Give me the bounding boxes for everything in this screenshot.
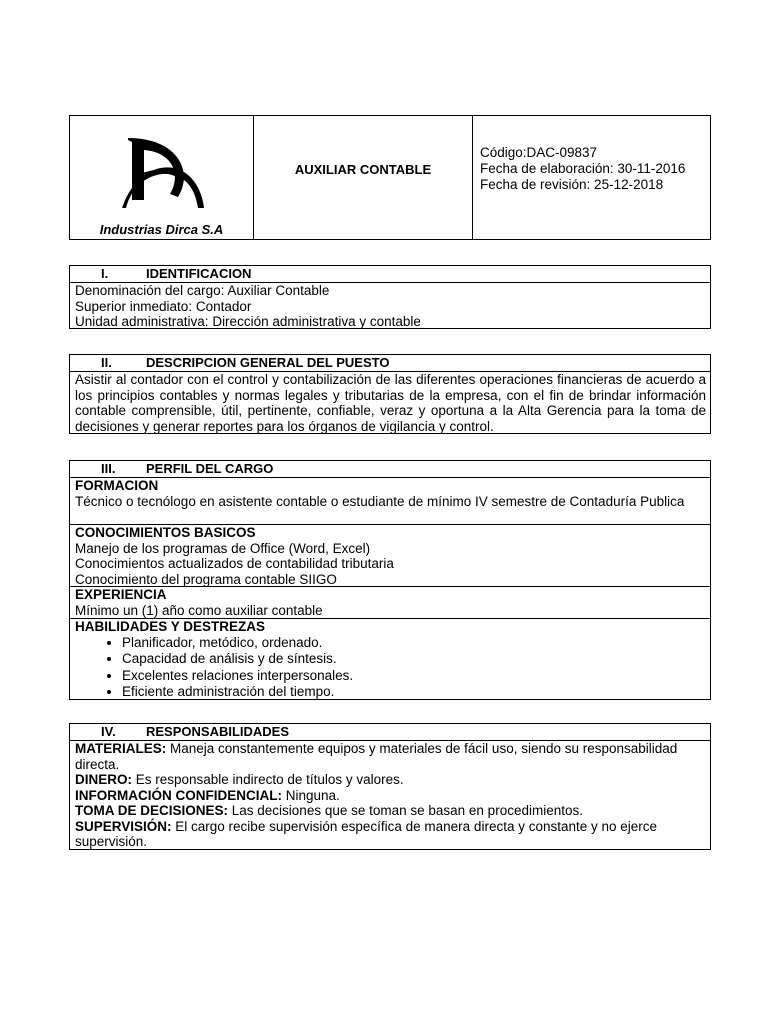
section-body [70, 283, 710, 330]
conocimiento-item: Conocimiento del programa contable SIIGO [75, 571, 337, 587]
conocimientos-title: CONOCIMIENTOS BASICOS [75, 525, 256, 540]
responsibility-text: Es responsable indirecto de títulos y valores. [132, 772, 404, 787]
responsibility-label: INFORMACIÓN CONFIDENCIAL: [75, 787, 282, 803]
title-cell [254, 116, 473, 239]
section-body [70, 741, 710, 850]
formacion-title: FORMACION [75, 478, 159, 493]
section-descripcion [69, 354, 711, 434]
admin-unit-line: Unidad administrativa: Dirección administrativa y contable [75, 314, 421, 329]
section-responsabilidades [69, 723, 711, 850]
responsibility-materiales [75, 741, 706, 772]
list-item: • Excelentes relaciones interpersonales. [122, 668, 706, 684]
list-item: • Capacidad de análisis y de síntesis. [122, 651, 706, 667]
conocimientos-row [70, 525, 710, 587]
list-item: • Planificador, metódico, ordenado. [122, 635, 706, 651]
section-identificacion [69, 265, 711, 329]
responsibility-text: Ninguna. [281, 787, 340, 803]
list-item: • Eficiente administración del tiempo. [122, 684, 706, 700]
experiencia-title: EXPERIENCIA [75, 587, 167, 602]
header-table [69, 115, 711, 240]
responsibility-label: MATERIALES: [75, 741, 167, 756]
company-name: Industrias Dirca S.A [99, 222, 224, 237]
revision-date: Fecha de revisión: 25-12-2018 [480, 177, 664, 192]
responsibility-text: Maneja constantemente equipos y materiales de fácil uso, siendo su responsabilidad directa. [75, 741, 678, 772]
responsibility-decisiones [75, 803, 706, 819]
responsibility-label: TOMA DE DECISIONES: [75, 803, 229, 818]
responsibility-text: Las decisiones que se toman se basan en procedimientos. [228, 803, 583, 818]
conocimiento-item: Manejo de los programas de Office (Word, Excel) [75, 540, 371, 556]
section-label: RESPONSABILIDADES [146, 724, 290, 739]
section-title [70, 461, 710, 478]
conocimiento-item: Conocimientos actualizados de contabilidad tributaria [75, 556, 394, 571]
meta-cell [473, 116, 710, 239]
section-number: IV. [101, 724, 116, 739]
experiencia-row [70, 587, 710, 619]
responsibility-text: El cargo recibe supervisión específica de manera directa y constante y no ejerce supervisión. [75, 818, 658, 849]
section-number: III. [101, 461, 116, 476]
responsibility-label: DINERO: [75, 772, 132, 787]
section-number: II. [101, 355, 112, 370]
formacion-row [70, 478, 710, 525]
section-label: DESCRIPCION GENERAL DEL PUESTO [146, 355, 390, 370]
job-name-line: Denominación del cargo: Auxiliar Contable [75, 283, 330, 298]
responsibility-informacion [75, 788, 706, 804]
document-meta [480, 145, 685, 193]
formacion-text: Técnico o tecnólogo en asistente contable o estudiante de mínimo IV semestre de Contaduría Publica [75, 493, 685, 509]
responsibility-label: SUPERVISIÓN: [75, 818, 172, 834]
document-title: AUXILIAR CONTABLE [294, 162, 432, 177]
company-logo-icon [122, 134, 206, 210]
habilidades-row [70, 619, 710, 700]
elaboration-date: Fecha de elaboración: 30-11-2016 [480, 161, 686, 176]
habilidades-list [75, 635, 706, 700]
section-title [70, 355, 710, 372]
description-text: Asistir al contador con el control y contabilización de las diferentes operaciones financieras de acuerdo a los principios contables y normas legales y tributarias de la empresa, con el fin de brindar información contable comprensible, útil, pertinente, confiable, veraz y oportuna a la Alta Gerencia para la toma de decisiones y generar reportes para los órganos de vigilancia y control. [75, 372, 706, 434]
responsibility-supervision [75, 819, 706, 850]
experiencia-text: Mínimo un (1) año como auxiliar contable [75, 602, 323, 618]
section-perfil [69, 460, 711, 700]
habilidades-title: HABILIDADES Y DESTREZAS [75, 619, 266, 634]
responsibility-dinero [75, 772, 706, 788]
section-label: PERFIL DEL CARGO [146, 461, 274, 476]
logo-cell [70, 116, 254, 239]
supervisor-line: Superior inmediato: Contador [75, 298, 252, 314]
section-title [70, 266, 710, 283]
section-label: IDENTIFICACION [146, 266, 252, 281]
document-code: Código:DAC-09837 [480, 145, 598, 160]
section-number: I. [101, 266, 109, 281]
section-title [70, 724, 710, 741]
